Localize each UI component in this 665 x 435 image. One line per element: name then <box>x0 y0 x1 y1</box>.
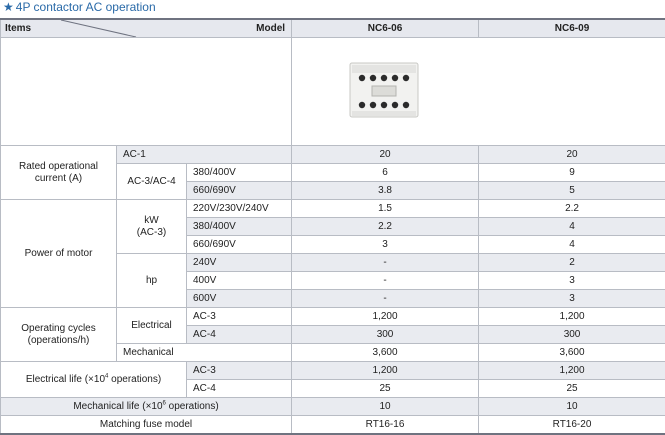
cell-el-ac3-nc6-06: 1,200 <box>292 362 479 380</box>
label-el-ac3: AC-3 <box>187 362 292 380</box>
label-operating-cycles: Operating cycles (operations/h) <box>1 308 117 362</box>
cell-oc-ac3-nc6-09: 1,200 <box>479 308 665 326</box>
product-image-cell <box>292 38 665 146</box>
label-oc-ac4: AC-4 <box>187 326 292 344</box>
kw-sub-text: (AC-3) <box>137 227 166 238</box>
label-hp600: 600V <box>187 290 292 308</box>
cell-kw220-nc6-09: 2.2 <box>479 200 665 218</box>
cell-kw660-nc6-06: 3 <box>292 236 479 254</box>
label-kw220: 220V/230V/240V <box>187 200 292 218</box>
cell-kw380-nc6-09: 4 <box>479 218 665 236</box>
header-model: Model <box>256 23 285 35</box>
label-kw <box>117 200 187 254</box>
header-nc6-09: NC6-09 <box>479 19 665 38</box>
cell-mech-life-nc6-09: 10 <box>479 398 665 416</box>
spec-table <box>0 18 665 435</box>
cell-hp400-nc6-06: - <box>292 272 479 290</box>
cell-380-nc6-09: 9 <box>479 164 665 182</box>
kw-text: kW <box>144 215 158 226</box>
row-kw220 <box>1 200 665 218</box>
star-icon: ★ <box>3 0 14 14</box>
row-fuse <box>1 416 665 435</box>
contactor-image <box>348 61 420 119</box>
label-mechanical: Mechanical <box>117 344 292 362</box>
label-hp240: 240V <box>187 254 292 272</box>
label-ac1: AC-1 <box>117 146 292 164</box>
row-oc-ac3 <box>1 308 665 326</box>
table-header-row <box>1 19 665 38</box>
image-row-label <box>1 38 292 146</box>
label-power-of-motor: Power of motor <box>1 200 117 308</box>
cell-660-nc6-09: 5 <box>479 182 665 200</box>
cell-380-nc6-06: 6 <box>292 164 479 182</box>
header-nc6-06: NC6-06 <box>292 19 479 38</box>
cell-fuse-nc6-09: RT16-20 <box>479 416 665 435</box>
cell-hp240-nc6-06: - <box>292 254 479 272</box>
cell-hp240-nc6-09: 2 <box>479 254 665 272</box>
label-el-ac4: AC-4 <box>187 380 292 398</box>
cell-mech-nc6-06: 3,600 <box>292 344 479 362</box>
label-hp400: 400V <box>187 272 292 290</box>
cell-kw380-nc6-06: 2.2 <box>292 218 479 236</box>
row-ac1 <box>1 146 665 164</box>
label-380: 380/400V <box>187 164 292 182</box>
cell-mech-life-nc6-06: 10 <box>292 398 479 416</box>
cell-ac1-nc6-09: 20 <box>479 146 665 164</box>
cell-hp600-nc6-06: - <box>292 290 479 308</box>
label-kw380: 380/400V <box>187 218 292 236</box>
image-row <box>1 38 665 146</box>
title-text: 4P contactor AC operation <box>16 0 156 14</box>
cell-hp400-nc6-09: 3 <box>479 272 665 290</box>
cell-mech-nc6-09: 3,600 <box>479 344 665 362</box>
page-title <box>3 0 156 16</box>
label-660: 660/690V <box>187 182 292 200</box>
cell-kw220-nc6-06: 1.5 <box>292 200 479 218</box>
cell-kw660-nc6-09: 4 <box>479 236 665 254</box>
label-rated-current: Rated operational current (A) <box>1 146 117 200</box>
label-electrical-life: Electrical life ($\times 10^4$ operations) <box>1 362 187 398</box>
cell-oc-ac4-nc6-09: 300 <box>479 326 665 344</box>
cell-hp600-nc6-09: 3 <box>479 290 665 308</box>
label-mechanical-life: Mechanical life ($\times 10^6$ operations) <box>1 398 292 416</box>
cell-fuse-nc6-06: RT16-16 <box>292 416 479 435</box>
cell-660-nc6-06: 3.8 <box>292 182 479 200</box>
label-ac34: AC-3/AC-4 <box>117 164 187 200</box>
cell-oc-ac3-nc6-06: 1,200 <box>292 308 479 326</box>
label-fuse-model: Matching fuse model <box>1 416 292 435</box>
label-oc-ac3: AC-3 <box>187 308 292 326</box>
cell-el-ac4-nc6-06: 25 <box>292 380 479 398</box>
header-items: Items <box>5 23 31 35</box>
cell-ac1-nc6-06: 20 <box>292 146 479 164</box>
header-items-model <box>1 19 292 38</box>
header-diagonal-line <box>1 20 292 37</box>
label-electrical: Electrical <box>117 308 187 344</box>
label-hp: hp <box>117 254 187 308</box>
cell-el-ac3-nc6-09: 1,200 <box>479 362 665 380</box>
label-kw660: 660/690V <box>187 236 292 254</box>
row-el-ac3 <box>1 362 665 380</box>
row-mech-life <box>1 398 665 416</box>
cell-oc-ac4-nc6-06: 300 <box>292 326 479 344</box>
cell-el-ac4-nc6-09: 25 <box>479 380 665 398</box>
